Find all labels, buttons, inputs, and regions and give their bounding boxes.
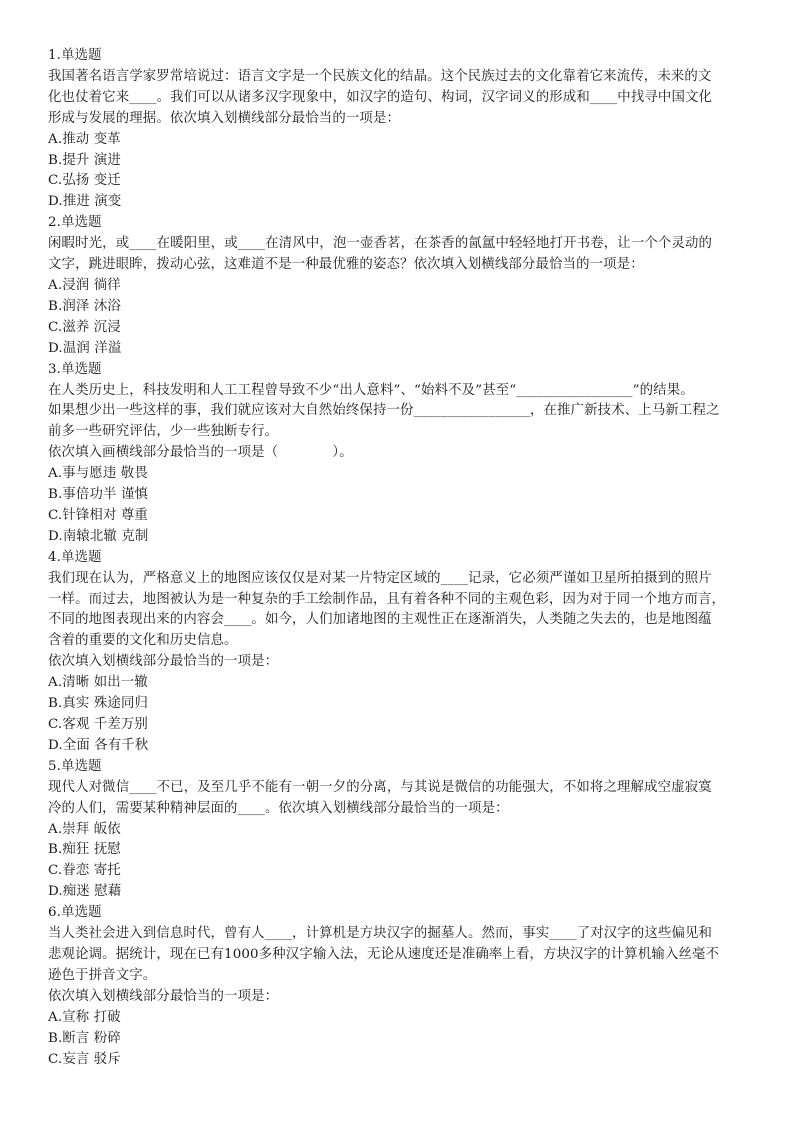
question-stem-line: 现代人对微信____不已，及至几乎不能有一朝一夕的分离，与其说是微信的功能强大，不如将之理解成空虚寂寞 [48,779,712,795]
question-stem-line: 含着的重要的文化和历史信息。 [48,633,238,649]
answer-option[interactable]: C.滋养 沉浸 [48,319,121,335]
document-page [48,46,758,1070]
answer-option[interactable]: B.真实 殊途同归 [48,696,149,712]
answer-option[interactable]: A.清晰 如出一辙 [48,675,148,691]
question-title: 3.单选题 [48,361,102,377]
answer-option[interactable]: D.全面 各有千秋 [48,737,149,753]
answer-option[interactable]: C.弘扬 变迁 [48,173,121,189]
answer-option[interactable]: B.痴狂 抚慰 [48,842,121,858]
question-title: 1.单选题 [48,48,102,63]
answer-option[interactable]: A.崇拜 皈依 [48,821,121,837]
answer-option[interactable]: A.浸润 徜徉 [48,277,121,293]
question-stem-line: 化也仗着它来____。我们可以从诸多汉字现象中，如汉字的造句、构词，汉字词义的形成和____中找寻中国文化 [48,89,713,105]
answer-option[interactable]: C.眷恋 寄托 [48,863,121,879]
question-block [48,548,758,757]
question-stem-line: 闲暇时光，或____在暖阳里，或____在清风中，泡一壶香茗，在茶香的氤氲中轻轻地打开书卷，让一个个灵动的 [48,236,713,252]
question-block [48,757,758,903]
answer-option[interactable]: D.推进 演变 [48,194,122,210]
question-stem-line: 依次填入画横线部分最恰当的一项是（ ）。 [48,445,353,461]
answer-option[interactable]: B.提升 演进 [48,152,121,168]
question-stem-line: 如果想少出一些这样的事，我们就应该对大自然始终保持一份_________________，在推广新技术、上马新工程之 [48,403,720,419]
question-stem-line: 冷的人们，需要某种精神层面的____。依次填入划横线部分最恰当的一项是： [48,800,509,816]
answer-option[interactable]: B.润泽 沐浴 [48,298,121,314]
answer-option[interactable]: B.断言 粉碎 [48,1030,121,1046]
answer-option[interactable]: D.温润 洋溢 [48,340,122,356]
question-stem-line: 逊色于拼音文字。 [48,967,157,983]
answer-option[interactable]: D.痴迷 慰藉 [48,884,122,900]
answer-option[interactable]: D.南辕北辙 克制 [48,528,149,544]
question-block [48,360,758,548]
question-title: 6.单选题 [48,905,102,921]
question-stem-line: 前多一些研究评估，少一些独断专行。 [48,424,279,440]
question-stem-line: 我们现在认为，严格意义上的地图应该仅仅是对某一片特定区域的____记录，它必须严谨如卫星所拍摄到的照片 [48,570,712,586]
question-stem-line: 悲观论调。据统计，现在已有1000多种汉字输入法，无论从速度还是准确率上看，方块汉字的计算机输入丝毫不 [48,946,720,962]
question-stem-line: 在人类历史上，科技发明和人工工程曾导致不少“出人意料”、“始料不及”甚至“_________________”的结果。 [48,382,694,398]
question-title: 2.单选题 [48,215,102,231]
question-stem-line: 当人类社会进入到信息时代，曾有人____，计算机是方块汉字的掘墓人。然而，事实____了对汉字的这些偏见和 [48,926,713,942]
question-block [48,46,758,213]
question-block [48,213,758,359]
question-stem-line: 不同的地图表现出来的内容会____。如今，人们加诸地图的主观性正在逐渐消失，人类随之失去的，也是地图蕴 [48,612,712,628]
question-title: 4.单选题 [48,549,102,565]
question-stem-line: 形成与发展的理据。依次填入划横线部分最恰当的一项是： [48,110,401,126]
question-stem-line: 文字，跳进眼眸，拨动心弦，这难道不是一种最优雅的姿态？依次填入划横线部分最恰当的一项是： [48,257,644,273]
answer-option[interactable]: A.事与愿违 敬畏 [48,466,148,482]
answer-option[interactable]: C.针锋相对 尊重 [48,507,148,523]
question-stem-line: 依次填入划横线部分最恰当的一项是： [48,988,279,1004]
answer-option[interactable]: C.客观 千差万别 [48,717,148,732]
answer-option[interactable]: A.宣称 打破 [48,1009,121,1025]
question-stem-line: 我国著名语言学家罗常培说过：语言文字是一个民族文化的结晶。这个民族过去的文化靠着它来流传，未来的文 [48,68,712,84]
answer-option[interactable]: B.事倍功半 谨慎 [48,487,149,503]
question-stem-line: 一样。而过去，地图被认为是一种复杂的手工绘制作品，且有着各种不同的主观色彩，因为对于同一个地方而言， [48,591,726,607]
answer-option[interactable]: A.推动 变革 [48,131,121,147]
question-title: 5.单选题 [48,758,102,774]
question-block [48,903,758,1070]
question-stem-line: 依次填入划横线部分最恰当的一项是： [48,654,279,670]
answer-option[interactable]: C.妄言 驳斥 [48,1051,121,1067]
